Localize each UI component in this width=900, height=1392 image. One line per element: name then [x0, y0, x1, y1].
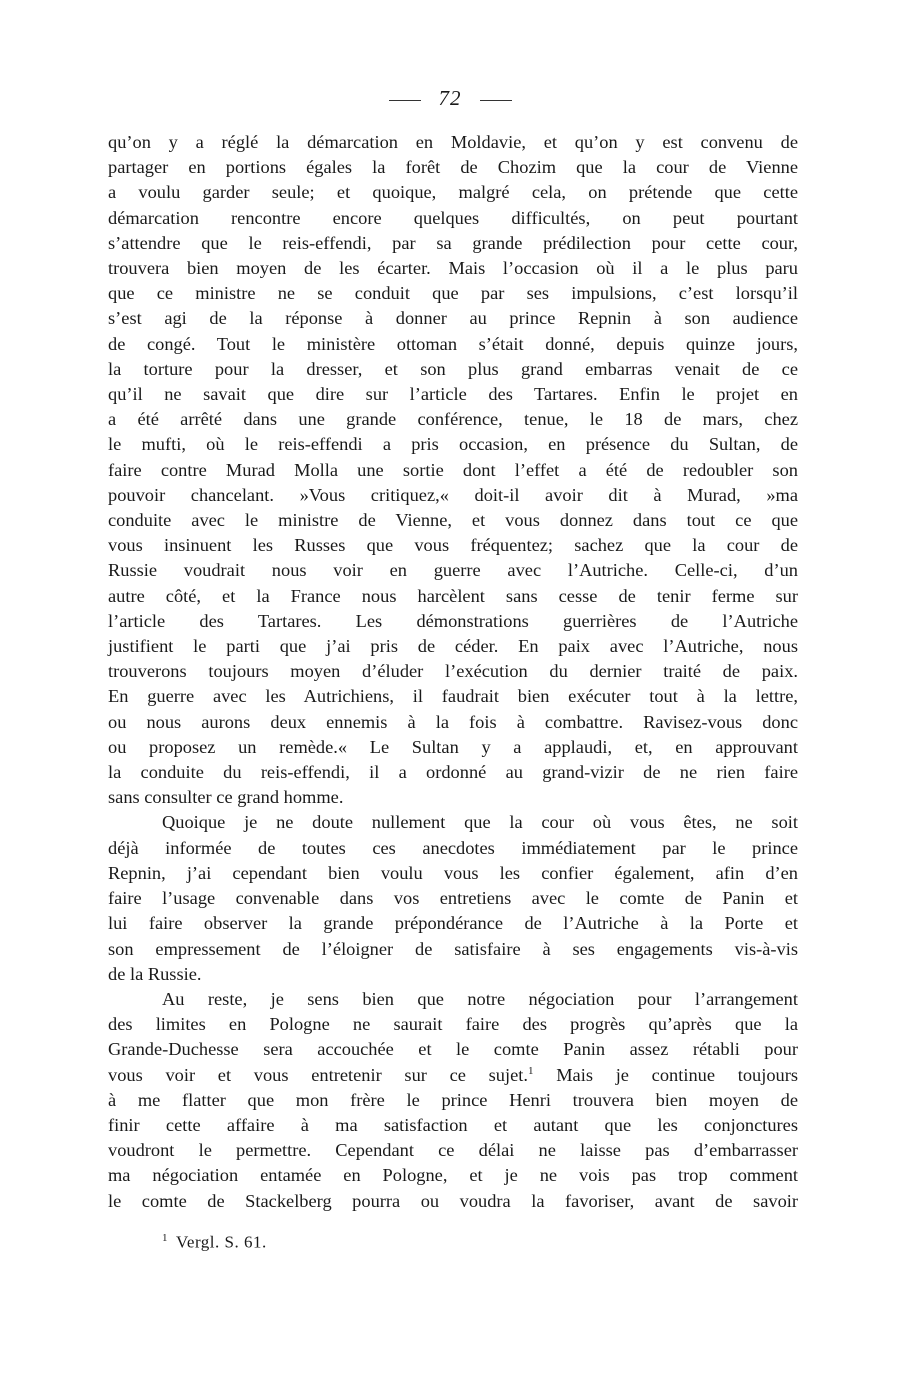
text-line: de la Russie. — [108, 963, 202, 984]
footnote-mark: 1 — [162, 1232, 168, 1244]
text-line: à me flatter que mon frère le prince Henri trouvera bien moyen de — [108, 1089, 798, 1110]
text-line: voudront le permettre. Cependant ce délai ne laisse pas d’embarrasser — [108, 1140, 798, 1161]
text-line: justifient le parti que j’ai pris de céder. En paix avec l’Autriche, nous — [108, 636, 798, 657]
page-header — [0, 86, 900, 111]
text-line: de congé. Tout le ministère ottoman s’était donné, depuis quinze jours, — [108, 333, 798, 354]
text-line: la torture pour la dresser, et son plus grand embarras venait de ce — [108, 358, 798, 379]
text-line: que ce ministre ne se conduit que par ses impulsions, c’est lorsqu’il — [108, 283, 798, 304]
text-line: vous insinuent les Russes que vous fréquentez; sachez que la cour de — [108, 535, 798, 556]
paragraph-3 — [108, 987, 798, 1214]
footnote-text: Vergl. S. 61. — [176, 1232, 267, 1252]
text-line-with-footnote-ref — [108, 1063, 798, 1088]
text-line: Quoique je ne doute nullement que la cour où vous êtes, ne soit — [162, 812, 798, 833]
text-line: Au reste, je sens bien que notre négociation pour l’arrangement — [162, 988, 798, 1009]
text-line: lui faire observer la grande prépondérance de l’Autriche à la Porte et — [108, 913, 798, 934]
text-line: autre côté, et la France nous harcèlent sans cesse de tenir ferme sur — [108, 585, 798, 606]
paragraph-2 — [108, 810, 798, 986]
text-line: la conduite du reis-effendi, il a ordonné au grand-vizir de ne rien faire — [108, 762, 798, 783]
text-line: Russie voudrait nous voir en guerre avec l’Autriche. Celle-ci, d’un — [108, 560, 798, 581]
footnote — [162, 1232, 267, 1253]
text-line: faire contre Murad Molla une sortie dont l’effet a été de redoubler son — [108, 459, 798, 480]
text-line: a été arrêté dans une grande conférence, tenue, le 18 de mars, chez — [108, 409, 798, 430]
text-line: En guerre avec les Autrichiens, il faudrait bien exécuter tout à la lettre, — [108, 686, 798, 707]
text-line: trouvera bien moyen de les écarter. Mais l’occasion où il a le plus paru — [108, 258, 798, 279]
paragraph-1 — [108, 130, 798, 810]
text-line: conduite avec le ministre de Vienne, et vous donnez dans tout ce que — [108, 510, 798, 531]
text-line: finir cette affaire à ma satisfaction et autant que les conjonctures — [108, 1114, 798, 1135]
text-line: Grande-Duchesse sera accouchée et le comte Panin assez rétabli pour — [108, 1039, 798, 1060]
text-line: son empressement de l’éloigner de satisfaire à ses engagements vis-à-vis — [108, 938, 798, 959]
text-line: s’attendre que le reis-effendi, par sa grande prédilection pour cette cour, — [108, 232, 798, 253]
text-line: démarcation rencontre encore quelques difficultés, on peut pourtant — [108, 207, 798, 228]
text-line: trouverons toujours moyen d’éluder l’exécution du dernier traité de paix. — [108, 661, 798, 682]
header-dash-right — [480, 100, 512, 101]
header-dash-left — [389, 100, 421, 101]
text-line: pouvoir chancelant. »Vous critiquez,« doit-il avoir dit à Murad, »ma — [108, 484, 798, 505]
text-line: partager en portions égales la forêt de Chozim que la cour de Vienne — [108, 157, 798, 178]
text-line: Repnin, j’ai cependant bien voulu vous les confier également, afin d’en — [108, 862, 798, 883]
text-line: ma négociation entamée en Pologne, et je ne vois pas trop comment — [108, 1165, 798, 1186]
text-line: le mufti, où le reis-effendi a pris occasion, en présence du Sultan, de — [108, 434, 798, 455]
text-line: l’article des Tartares. Les démonstrations guerrières de l’Autriche — [108, 610, 798, 631]
text-segment: vous voir et vous entretenir sur ce sujet. — [108, 1064, 528, 1085]
text-line: ou nous aurons deux ennemis à la fois à combattre. Ravisez-vous donc — [108, 711, 798, 732]
text-line: qu’il ne savait que dire sur l’article des Tartares. Enfin le projet en — [108, 384, 798, 405]
text-line: qu’on y a réglé la démarcation en Moldavie, et qu’on y est convenu de — [108, 132, 798, 152]
text-line: sans consulter ce grand homme. — [108, 787, 344, 808]
text-line: ou proposez un remède.« Le Sultan y a applaudi, et, en approuvant — [108, 736, 798, 757]
text-line: s’est agi de la réponse à donner au prince Repnin à son audience — [108, 308, 798, 329]
text-line: faire l’usage convenable dans vos entretiens avec le comte de Panin et — [108, 888, 798, 909]
footnote-reference[interactable]: 1 — [527, 1064, 534, 1077]
page-number: 72 — [438, 86, 462, 110]
text-line: a voulu garder seule; et quoique, malgré cela, on prétende que cette — [108, 182, 798, 203]
text-line: des limites en Pologne ne saurait faire des progrès qu’après que la — [108, 1014, 798, 1035]
text-line: déjà informée de toutes ces anecdotes immédiatement par le prince — [108, 837, 798, 858]
text-line: le comte de Stackelberg pourra ou voudra la favoriser, avant de savoir — [108, 1190, 798, 1211]
text-segment: Mais je continue toujours — [533, 1064, 799, 1085]
body-text — [108, 130, 798, 1214]
